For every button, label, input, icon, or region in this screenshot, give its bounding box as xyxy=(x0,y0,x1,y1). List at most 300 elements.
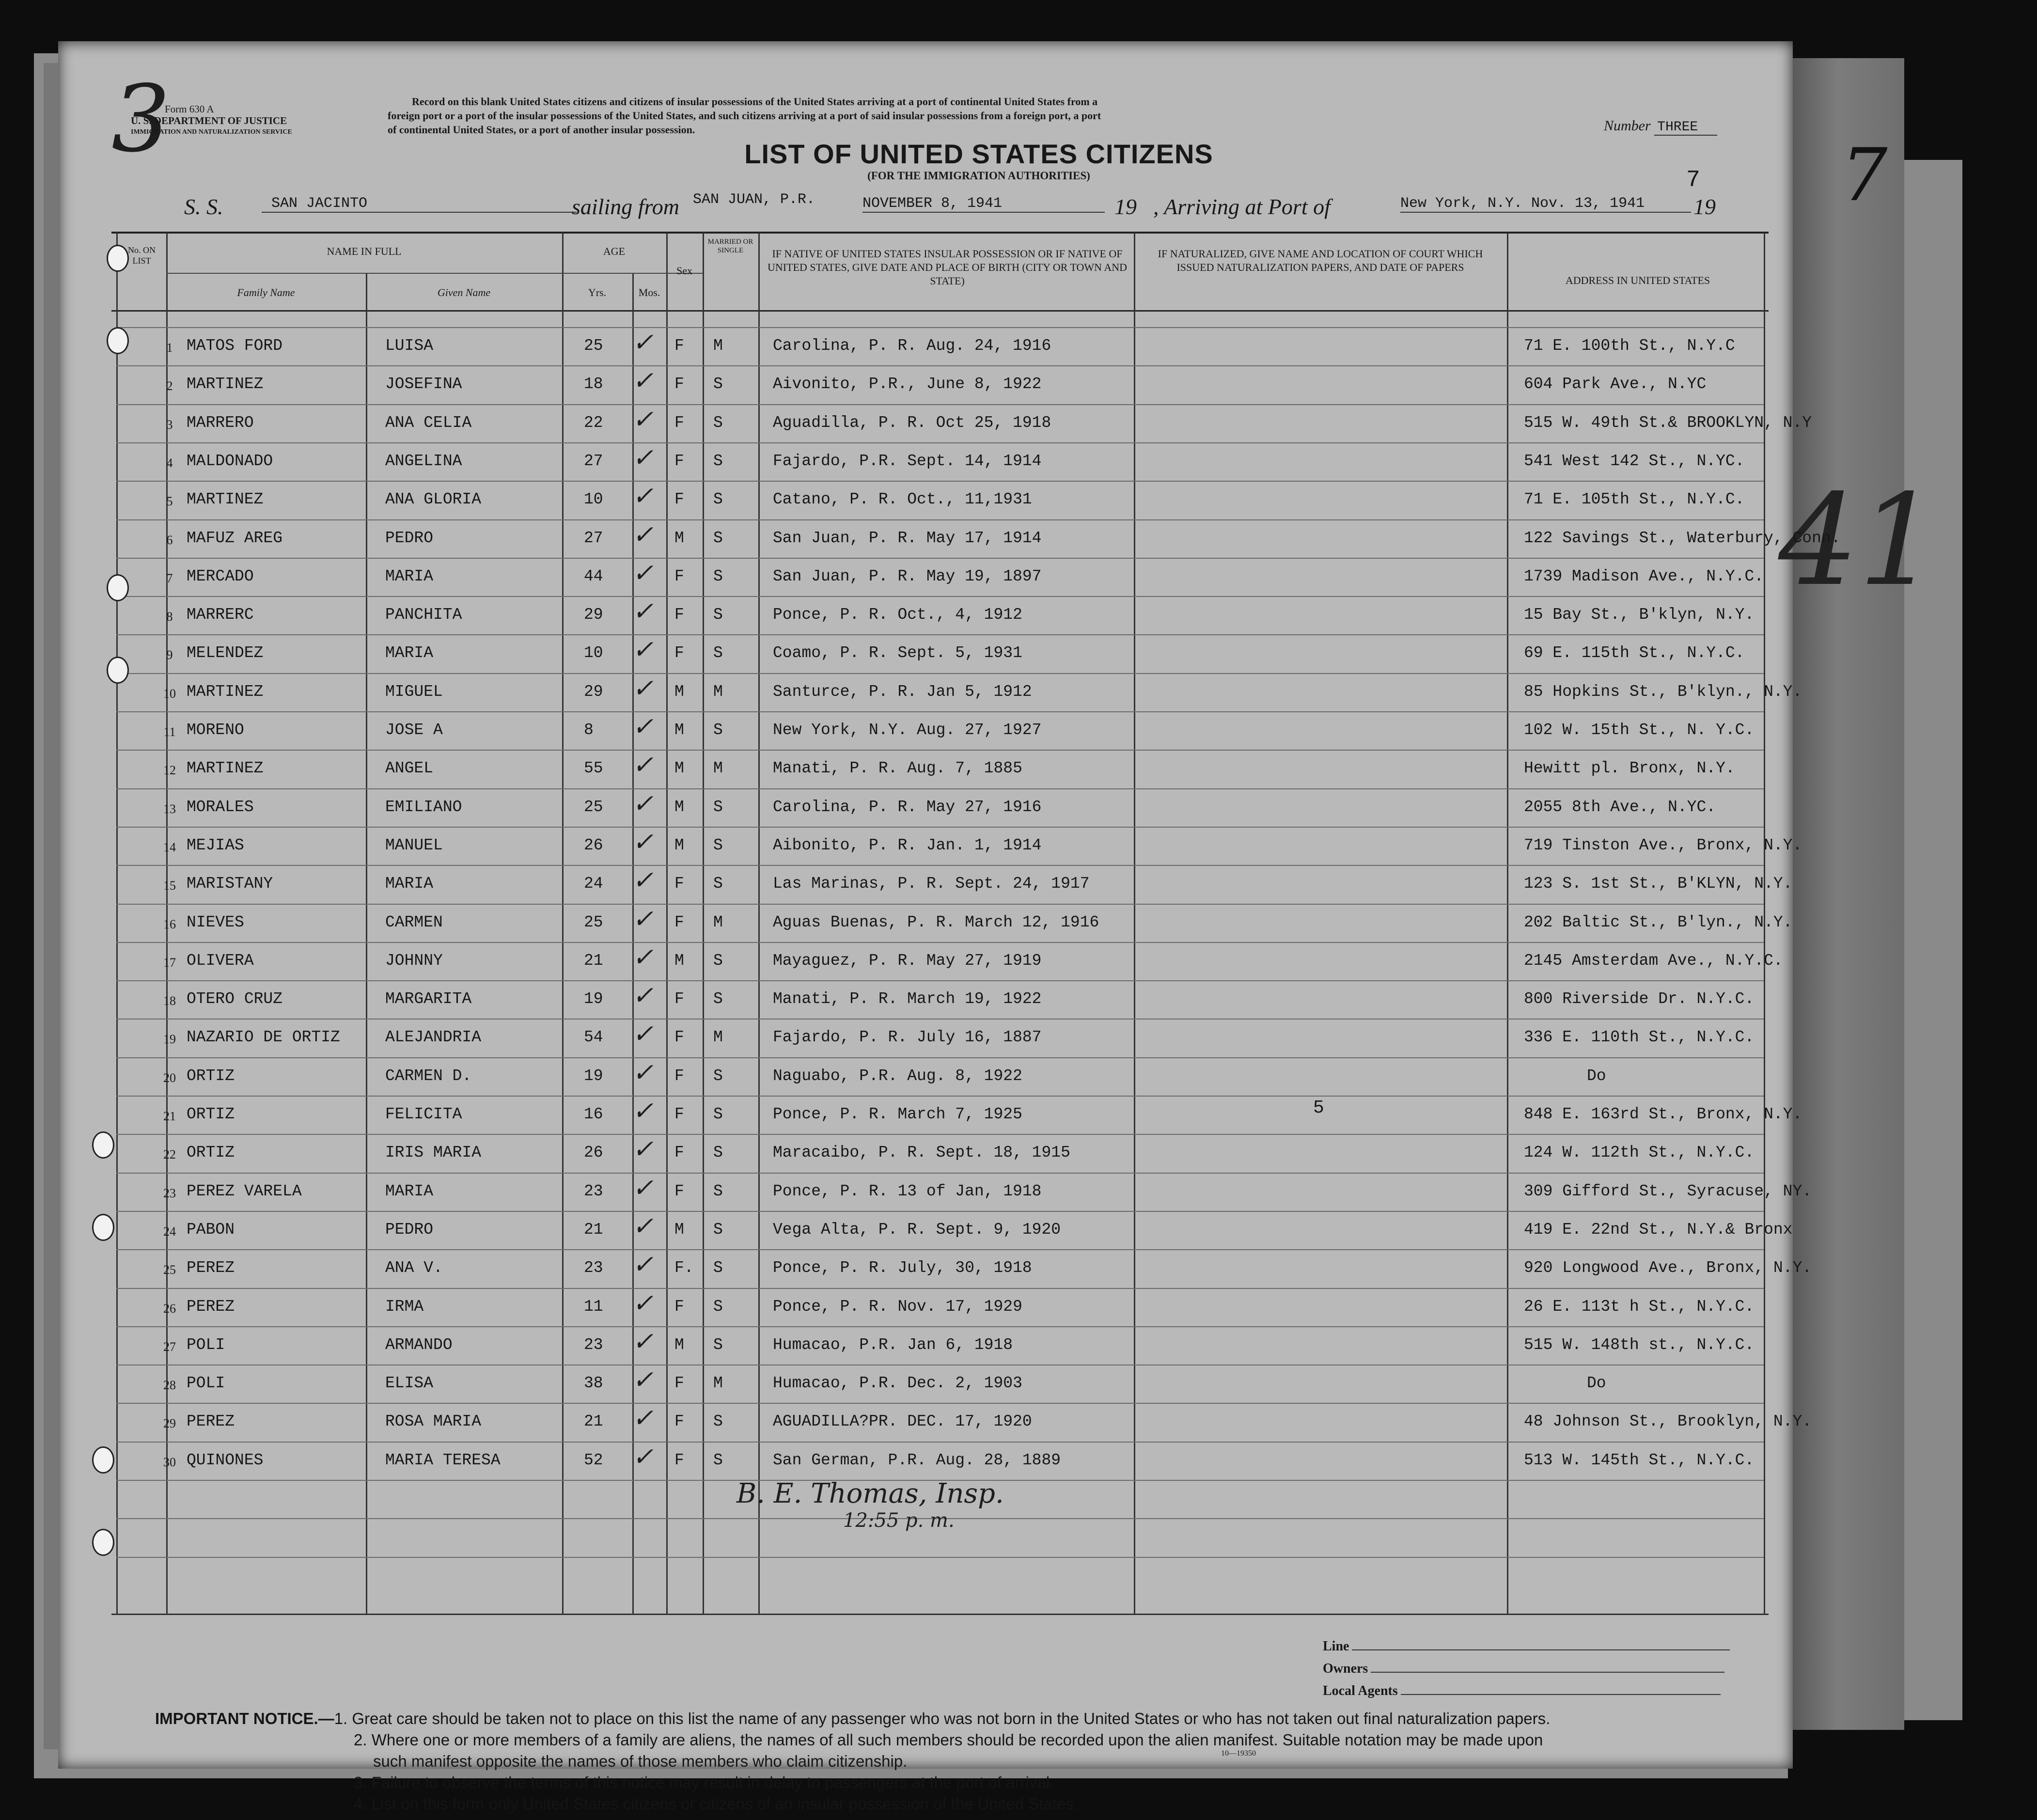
address: 604 Park Ave., N.YC xyxy=(1524,375,1707,393)
table-row xyxy=(166,482,1817,520)
address: 2145 Amsterdam Ave., N.Y.C. xyxy=(1524,952,1783,970)
given-name: MARIA xyxy=(385,567,434,585)
address: 85 Hopkins St., B'klyn., N.Y. xyxy=(1524,683,1802,701)
table-row xyxy=(163,1174,1817,1212)
birth-place-date: New York, N.Y. Aug. 27, 1927 xyxy=(773,721,1042,739)
family-name: MATOS FORD xyxy=(187,337,283,355)
marital-status: S xyxy=(713,567,723,585)
given-name: PEDRO xyxy=(385,1221,434,1239)
check-mark: ✓ xyxy=(632,1327,654,1356)
age-years: 22 xyxy=(584,414,603,432)
age-years: 25 xyxy=(584,798,603,816)
row-number: 15 xyxy=(163,879,176,893)
birth-place-date: San Juan, P. R. May 17, 1914 xyxy=(773,529,1042,547)
address: Do xyxy=(1587,1374,1606,1392)
marital-status: M xyxy=(713,759,723,777)
marital-status: S xyxy=(713,1451,723,1469)
age-years: 21 xyxy=(584,952,603,970)
marital-status: M xyxy=(713,1028,723,1046)
header-no: No. ON LIST xyxy=(128,245,156,266)
punch-hole xyxy=(107,245,129,272)
row-number: 9 xyxy=(166,648,173,662)
table-row xyxy=(163,981,1817,1020)
birth-place-date: Aibonito, P. R. Jan. 1, 1914 xyxy=(773,836,1042,854)
table-row xyxy=(163,1212,1817,1251)
age-years: 10 xyxy=(584,644,603,662)
header-naturalized: IF NATURALIZED, GIVE NAME AND LOCATION OF COURT WHICH ISSUED NATURALIZATION PAPERS, AND DATE OF PAPERS xyxy=(1158,248,1483,273)
marital-status: S xyxy=(713,990,723,1008)
table-row xyxy=(163,1135,1817,1174)
row-rule xyxy=(116,1557,1764,1558)
header-married: MARRIED OR SINGLE xyxy=(707,238,753,254)
sex: F xyxy=(674,1144,684,1161)
sex: F xyxy=(674,567,684,585)
age-years: 16 xyxy=(584,1105,603,1123)
footer-fields xyxy=(1323,1635,1730,1702)
sex: M xyxy=(674,836,684,854)
form-id-block xyxy=(131,103,292,138)
footer-owners-label: Owners xyxy=(1323,1661,1368,1676)
sailing-label: sailing from xyxy=(572,194,679,219)
birth-place-date: Mayaguez, P. R. May 27, 1919 xyxy=(773,952,1042,970)
print-code: 10—19350 xyxy=(1221,1749,1256,1757)
row-number: 21 xyxy=(163,1109,176,1123)
page-title: LIST OF UNITED STATES CITIZENS xyxy=(744,139,1213,169)
header-age: AGE xyxy=(603,245,626,257)
sex: F xyxy=(674,414,684,432)
check-mark: ✓ xyxy=(632,1365,654,1395)
marital-status: M xyxy=(713,683,723,701)
check-mark: ✓ xyxy=(632,597,654,626)
age-years: 10 xyxy=(584,490,603,508)
check-mark: ✓ xyxy=(632,828,654,857)
birth-place-date: Vega Alta, P. R. Sept. 9, 1920 xyxy=(773,1221,1061,1239)
footer-owners xyxy=(1323,1658,1730,1680)
family-name: PEREZ VARELA xyxy=(187,1182,302,1200)
check-mark: ✓ xyxy=(632,1058,654,1087)
given-name: MARIA xyxy=(385,644,434,662)
check-mark: ✓ xyxy=(632,1250,654,1279)
table-row xyxy=(163,1097,1817,1135)
birth-place-date: Aguadilla, P. R. Oct 25, 1918 xyxy=(773,414,1051,432)
table-row xyxy=(166,405,1817,444)
address: 719 Tinston Ave., Bronx, N.Y. xyxy=(1524,836,1802,854)
table-row xyxy=(166,635,1817,674)
birth-place-date: AGUADILLA?PR. DEC. 17, 1920 xyxy=(773,1412,1032,1430)
address: 920 Longwood Ave., Bronx, N.Y. xyxy=(1524,1259,1812,1277)
age-years: 19 xyxy=(584,990,603,1008)
birth-place-date: Catano, P. R. Oct., 11,1931 xyxy=(773,490,1032,508)
birth-place-date: San Juan, P. R. May 19, 1897 xyxy=(773,567,1042,585)
punch-hole xyxy=(107,327,129,354)
page-subtitle: (FOR THE IMMIGRATION AUTHORITIES) xyxy=(867,170,1090,182)
family-name: MARTINEZ xyxy=(187,759,264,777)
age-years: 54 xyxy=(584,1028,603,1046)
footer-agents-label: Local Agents xyxy=(1323,1683,1398,1698)
given-name: ELISA xyxy=(385,1374,434,1392)
family-name: POLI xyxy=(187,1374,225,1392)
marital-status: S xyxy=(713,529,723,547)
sailing-from: SAN JUAN, P.R. xyxy=(693,191,815,208)
family-name: MORALES xyxy=(187,798,254,816)
notice-title: IMPORTANT NOTICE.— xyxy=(155,1710,334,1727)
table-top-rule xyxy=(111,232,1769,234)
given-name: IRMA xyxy=(385,1298,424,1316)
ss-label: S. S. xyxy=(184,194,223,219)
family-name: MALDONADO xyxy=(187,452,273,470)
birth-place-date: Manati, P. R. Aug. 7, 1885 xyxy=(773,759,1022,777)
birth-place-date: Naguabo, P.R. Aug. 8, 1922 xyxy=(773,1067,1022,1085)
row-number: 3 xyxy=(166,418,173,432)
sex: F xyxy=(674,990,684,1008)
sex: F xyxy=(674,1451,684,1469)
row-number: 1 xyxy=(166,341,173,355)
given-name: CARMEN xyxy=(385,913,443,931)
important-notice xyxy=(155,1708,1550,1815)
check-mark: ✓ xyxy=(632,1135,654,1164)
marital-status: S xyxy=(713,1067,723,1085)
marital-status: S xyxy=(713,1298,723,1316)
table-row xyxy=(163,1404,1817,1443)
table-bottom-rule xyxy=(111,1614,1769,1615)
family-name: PEREZ xyxy=(187,1298,235,1316)
row-number: 26 xyxy=(163,1302,176,1316)
age-years: 23 xyxy=(584,1182,603,1200)
year-label: 19 xyxy=(1114,194,1137,219)
marital-status: S xyxy=(713,952,723,970)
sex: F xyxy=(674,452,684,470)
address: 71 E. 100th St., N.Y.C xyxy=(1524,337,1735,355)
age-years: 23 xyxy=(584,1336,603,1354)
instructions xyxy=(388,94,1101,137)
age-years: 25 xyxy=(584,337,603,355)
page-number: 7 xyxy=(1686,167,1700,193)
given-name: MARIA TERESA xyxy=(385,1451,501,1469)
sex: F xyxy=(674,913,684,931)
birth-place-date: Ponce, P. R. March 7, 1925 xyxy=(773,1105,1022,1123)
age-years: 52 xyxy=(584,1451,603,1469)
sex: F xyxy=(674,606,684,624)
family-name: PEREZ xyxy=(187,1412,235,1430)
check-mark: ✓ xyxy=(632,328,654,357)
birth-place-date: Carolina, P. R. May 27, 1916 xyxy=(773,798,1042,816)
row-number: 18 xyxy=(163,994,176,1008)
row-number: 2 xyxy=(166,379,173,393)
age-years: 27 xyxy=(584,529,603,547)
marital-status: S xyxy=(713,1336,723,1354)
family-name: MORENO xyxy=(187,721,244,739)
sex: F xyxy=(674,1182,684,1200)
family-name: OTERO CRUZ xyxy=(187,990,283,1008)
header-family-name: Family Name xyxy=(237,286,295,298)
check-mark: ✓ xyxy=(632,712,654,741)
check-mark: ✓ xyxy=(632,789,654,818)
check-mark: ✓ xyxy=(632,1289,654,1318)
given-name: JOSE A xyxy=(385,721,443,739)
marital-status: S xyxy=(713,1259,723,1277)
check-mark: ✓ xyxy=(632,981,654,1010)
check-mark: ✓ xyxy=(632,366,654,395)
birth-place-date: Las Marinas, P. R. Sept. 24, 1917 xyxy=(773,875,1090,893)
given-name: MARIA xyxy=(385,1182,434,1200)
check-mark: ✓ xyxy=(632,1097,654,1126)
address: 69 E. 115th St., N.Y.C. xyxy=(1524,644,1745,662)
given-name: PANCHITA xyxy=(385,606,462,624)
table-row xyxy=(166,328,1817,367)
given-name: MARIA xyxy=(385,875,434,893)
address: Hewitt pl. Bronx, N.Y. xyxy=(1524,759,1735,777)
subheader-rule xyxy=(166,273,703,274)
address: 541 West 142 St., N.YC. xyxy=(1524,452,1745,470)
punch-hole xyxy=(92,1214,114,1241)
row-number: 20 xyxy=(163,1071,176,1085)
family-name: MELENDEZ xyxy=(187,644,264,662)
table-row xyxy=(163,1443,1817,1481)
marital-status: S xyxy=(713,1182,723,1200)
ship-name: SAN JACINTO xyxy=(262,195,577,213)
table-row xyxy=(163,1020,1817,1058)
row-number: 25 xyxy=(163,1263,176,1277)
instructions-line1: Record on this blank United States citizens and citizens of insular possessions of the United States arriving at a port of continental United States from a xyxy=(412,95,1098,108)
sex: M xyxy=(674,1221,684,1239)
sex: F. xyxy=(674,1259,694,1277)
given-name: MIGUEL xyxy=(385,683,443,701)
row-number: 28 xyxy=(163,1378,176,1392)
address: 15 Bay St., B'klyn, N.Y. xyxy=(1524,606,1755,624)
header-name-in-full: NAME IN FULL xyxy=(327,245,402,257)
sex: M xyxy=(674,1336,684,1354)
family-name: ORTIZ xyxy=(187,1144,235,1161)
address: 26 E. 113t h St., N.Y.C. xyxy=(1524,1298,1755,1316)
marital-status: S xyxy=(713,644,723,662)
given-name: ANA V. xyxy=(385,1259,443,1277)
notice-item-2b: such manifest opposite the names of those members who claim citizenship. xyxy=(373,1752,908,1770)
header-birth: IF NATIVE OF UNITED STATES INSULAR POSSESSION OR IF NATIVE OF UNITED STATES, GIVE DATE AND PLACE OF BIRTH (CITY OR TOWN AND STATE) xyxy=(767,248,1128,287)
row-number: 4 xyxy=(166,456,173,470)
row-number: 8 xyxy=(166,610,173,624)
check-mark: ✓ xyxy=(632,520,654,549)
family-name: MEJIAS xyxy=(187,836,244,854)
marital-status: S xyxy=(713,875,723,893)
age-years: 26 xyxy=(584,1144,603,1161)
row-number: 19 xyxy=(163,1032,176,1046)
inspector-signature: B. E. Thomas, Insp. xyxy=(736,1478,1004,1509)
given-name: MARGARITA xyxy=(385,990,472,1008)
given-name: JOSEFINA xyxy=(385,375,462,393)
instructions-line2: foreign port or a port of the insular possessions of the United States, and such citizens arriving at a port of said insular possessions from a foreign port, a port xyxy=(388,110,1101,122)
address: Do xyxy=(1587,1067,1606,1085)
sex: F xyxy=(674,1374,684,1392)
row-number: 12 xyxy=(163,763,176,777)
sex: F xyxy=(674,490,684,508)
department: U. S. DEPARTMENT OF JUSTICE xyxy=(131,115,287,126)
arriving-port: New York, N.Y. Nov. 13, 1941 xyxy=(1400,195,1691,213)
notice-item-4: 4. List on this form only United States citizens or citizens of an insular possession of the United States. xyxy=(354,1795,1078,1813)
sex: M xyxy=(674,683,684,701)
family-name: MARRERO xyxy=(187,414,254,432)
age-years: 25 xyxy=(584,913,603,931)
table-row xyxy=(163,905,1817,943)
sex: F xyxy=(674,1028,684,1046)
row-number: 6 xyxy=(166,533,173,547)
given-name: PEDRO xyxy=(385,529,434,547)
age-years: 21 xyxy=(584,1221,603,1239)
birth-place-date: Maracaibo, P. R. Sept. 18, 1915 xyxy=(773,1144,1070,1161)
address: 2055 8th Ave., N.YC. xyxy=(1524,798,1716,816)
table-row xyxy=(163,674,1817,713)
address: 848 E. 163rd St., Bronx, N.Y. xyxy=(1524,1105,1802,1123)
table-row xyxy=(166,443,1817,482)
footer-line-label: Line xyxy=(1323,1639,1349,1654)
family-name: PABON xyxy=(187,1221,235,1239)
marital-status: S xyxy=(713,414,723,432)
family-name: OLIVERA xyxy=(187,952,254,970)
age-years: 18 xyxy=(584,375,603,393)
sailing-date: NOVEMBER 8, 1941 xyxy=(862,195,1105,213)
address: 515 W. 49th St.& BROOKLYN, N.Y xyxy=(1524,414,1812,432)
row-number: 30 xyxy=(163,1455,176,1469)
age-years: 29 xyxy=(584,606,603,624)
table-row xyxy=(163,866,1817,905)
sex: M xyxy=(674,798,684,816)
sex: F xyxy=(674,875,684,893)
marital-status: S xyxy=(713,1105,723,1123)
family-name: MARTINEZ xyxy=(187,490,264,508)
birth-place-date: Carolina, P. R. Aug. 24, 1916 xyxy=(773,337,1051,355)
marital-status: S xyxy=(713,1144,723,1161)
service: IMMIGRATION AND NATURALIZATION SERVICE xyxy=(131,128,292,136)
year-label-2: 19 xyxy=(1693,194,1716,219)
address: 419 E. 22nd St., N.Y.& Bronx xyxy=(1524,1221,1793,1239)
form-number: Form 630 A xyxy=(165,103,214,115)
row-number: 7 xyxy=(166,571,173,585)
given-name: ARMANDO xyxy=(385,1336,453,1354)
marital-status: S xyxy=(713,452,723,470)
age-years: 29 xyxy=(584,683,603,701)
check-mark: ✓ xyxy=(632,1212,654,1241)
sex: F xyxy=(674,1105,684,1123)
margin-mark-right: 7 xyxy=(1841,133,1888,218)
table-row xyxy=(163,1250,1817,1289)
sex: F xyxy=(674,1412,684,1430)
row-number: 11 xyxy=(163,725,176,739)
given-name: EMILIANO xyxy=(385,798,462,816)
table-row xyxy=(163,789,1817,828)
age-years: 8 xyxy=(584,721,594,739)
table-row xyxy=(163,751,1817,789)
address: 515 W. 148th st., N.Y.C. xyxy=(1524,1336,1755,1354)
address: 202 Baltic St., B'lyn., N.Y. xyxy=(1524,913,1793,931)
header-yrs: Yrs. xyxy=(588,286,607,298)
table-row xyxy=(166,520,1841,559)
col-rule xyxy=(116,233,118,1614)
given-name: FELICITA xyxy=(385,1105,462,1123)
given-name: IRIS MARIA xyxy=(385,1144,482,1161)
header-mos: Mos. xyxy=(638,286,660,298)
given-name: ALEJANDRIA xyxy=(385,1028,482,1046)
address: 336 E. 110th St., N.Y.C. xyxy=(1524,1028,1755,1046)
table-row xyxy=(163,1327,1817,1366)
check-mark: ✓ xyxy=(632,1020,654,1049)
check-mark: ✓ xyxy=(632,1174,654,1203)
margin-mark-left: 3 xyxy=(111,65,170,173)
row-number: 24 xyxy=(163,1224,176,1239)
row-number: 10 xyxy=(163,687,176,701)
instructions-line3: of continental United States, or a port of another insular possession. xyxy=(388,124,695,136)
birth-place-date: Coamo, P. R. Sept. 5, 1931 xyxy=(773,644,1022,662)
address: 122 Savings St., Waterbury, Conn. xyxy=(1524,529,1841,547)
birth-place-date: Fajardo, P. R. July 16, 1887 xyxy=(773,1028,1042,1046)
check-mark: ✓ xyxy=(632,405,654,434)
birth-place-date: Humacao, P.R. Jan 6, 1918 xyxy=(773,1336,1013,1354)
given-name: LUISA xyxy=(385,337,434,355)
family-name: MERCADO xyxy=(187,567,254,585)
marital-status: S xyxy=(713,798,723,816)
header-given-name: Given Name xyxy=(437,286,491,298)
birth-place-date: Aguas Buenas, P. R. March 12, 1916 xyxy=(773,913,1099,931)
row-number: 27 xyxy=(163,1340,176,1354)
family-name: ORTIZ xyxy=(187,1105,235,1123)
check-mark: ✓ xyxy=(632,635,654,664)
birth-place-date: Aivonito, P.R., June 8, 1922 xyxy=(773,375,1042,393)
naturalized-note: 5 xyxy=(1313,1098,1324,1118)
title-block xyxy=(688,138,1269,182)
row-number: 17 xyxy=(163,956,176,970)
row-number: 14 xyxy=(163,840,176,854)
sex: F xyxy=(674,644,684,662)
birth-place-date: Manati, P. R. March 19, 1922 xyxy=(773,990,1042,1008)
header-sex: Sex xyxy=(676,265,692,277)
address: 102 W. 15th St., N. Y.C. xyxy=(1524,721,1755,739)
notice-item-1: 1. Great care should be taken not to place on this list the name of any passenger who was not born in the United States or who has not taken out final naturalization papers. xyxy=(334,1710,1551,1727)
header-address: ADDRESS IN UNITED STATES xyxy=(1565,274,1710,286)
address: 1739 Madison Ave., N.Y.C. xyxy=(1524,567,1764,585)
check-mark: ✓ xyxy=(632,443,654,472)
address: 123 S. 1st St., B'KLYN, N.Y. xyxy=(1524,875,1793,893)
margin-mark-side: 41 xyxy=(1778,468,1939,614)
marital-status: S xyxy=(713,836,723,854)
number-field xyxy=(1604,118,1717,135)
address: 48 Johnson St., Brooklyn, N.Y. xyxy=(1524,1412,1812,1430)
table-row xyxy=(166,366,1817,405)
family-name: ORTIZ xyxy=(187,1067,235,1085)
birth-place-date: Ponce, P. R. July, 30, 1918 xyxy=(773,1259,1032,1277)
table-row xyxy=(163,1058,1817,1097)
age-years: 19 xyxy=(584,1067,603,1085)
arriving-label: , Arriving at Port of xyxy=(1153,194,1331,219)
family-name: MARRERC xyxy=(187,606,254,624)
given-name: MANUEL xyxy=(385,836,443,854)
notice-item-2a: 2. Where one or more members of a family are aliens, the names of all such members should be recorded upon the alien manifest. Suitable notation may be made upon xyxy=(354,1731,1543,1749)
number-value: THREE xyxy=(1654,120,1717,136)
age-years: 44 xyxy=(584,567,603,585)
row-number: 16 xyxy=(163,917,176,931)
birth-place-date: San German, P.R. Aug. 28, 1889 xyxy=(773,1451,1061,1469)
marital-status: S xyxy=(713,375,723,393)
check-mark: ✓ xyxy=(632,751,654,780)
header-bottom-rule xyxy=(111,310,1769,312)
punch-hole xyxy=(107,657,129,684)
birth-place-date: Ponce, P. R. 13 of Jan, 1918 xyxy=(773,1182,1042,1200)
sex: F xyxy=(674,1298,684,1316)
row-number: 22 xyxy=(163,1147,176,1161)
given-name: ANA CELIA xyxy=(385,414,472,432)
sex: M xyxy=(674,721,684,739)
family-name: MARISTANY xyxy=(187,875,273,893)
age-years: 24 xyxy=(584,875,603,893)
given-name: ANGELINA xyxy=(385,452,462,470)
manifest-page xyxy=(58,41,1939,1813)
